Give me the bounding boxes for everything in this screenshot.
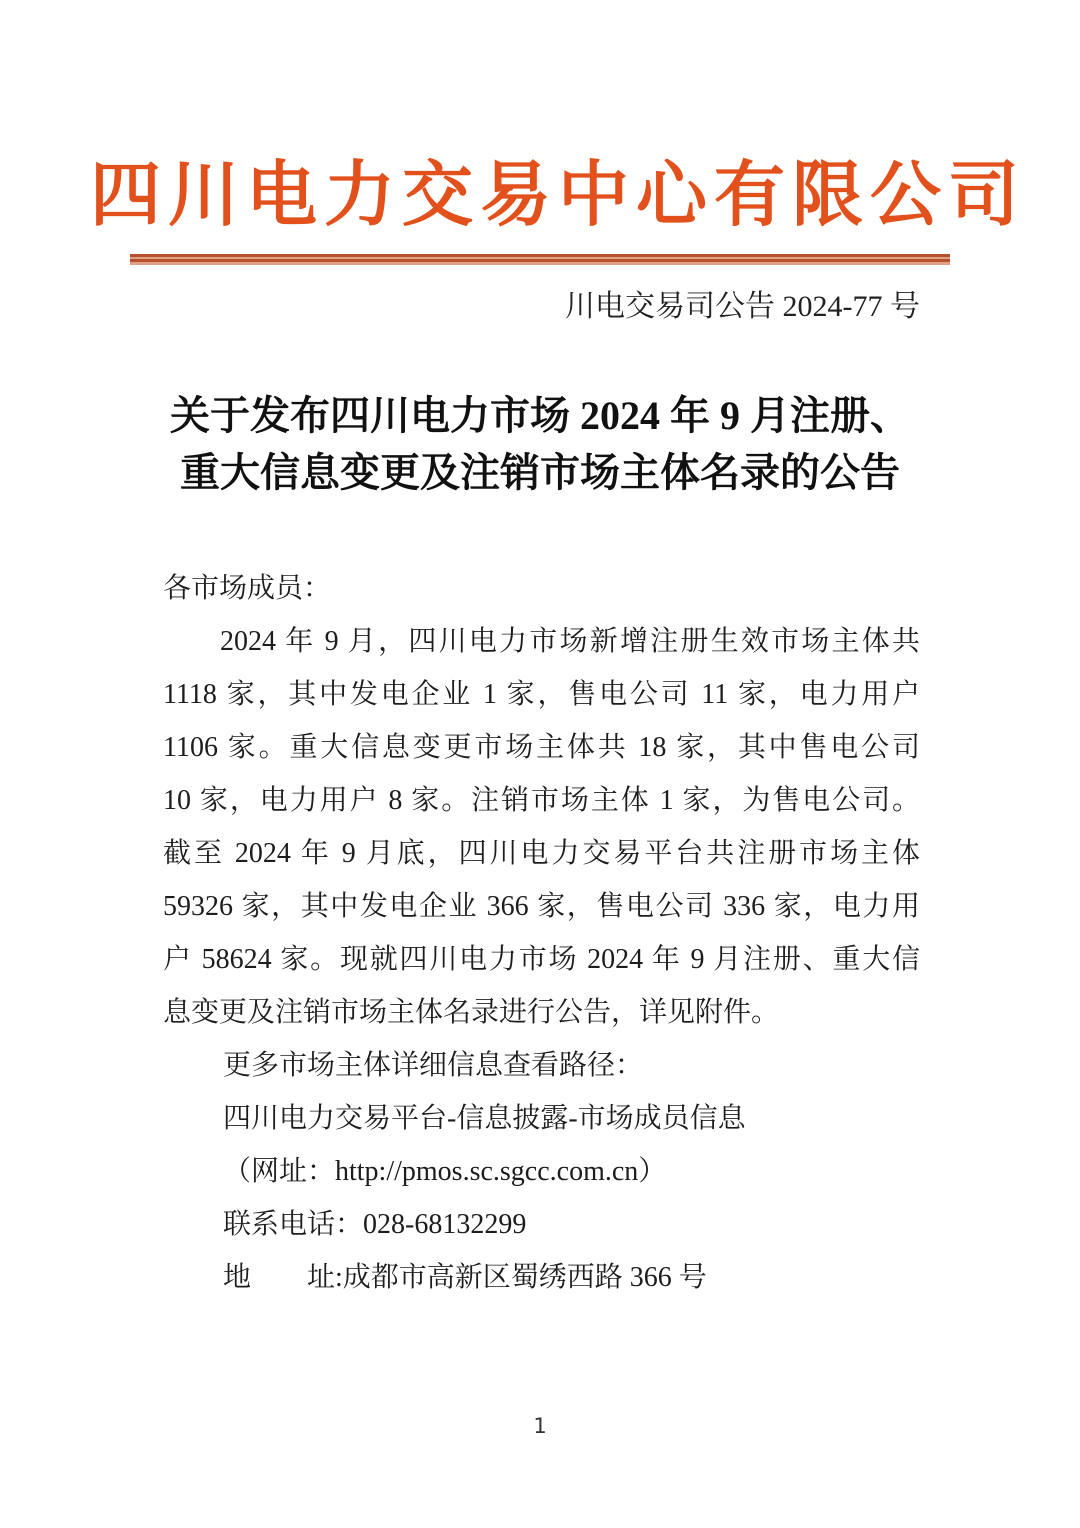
info-path-heading-line: 更多市场主体详细信息查看路径： <box>223 1050 644 1081</box>
document-number: 川电交易司公告 2024-77 号 <box>565 290 920 323</box>
paragraph-line: 59326 家，其中发电企业 366 家，售电公司 336 家，电力用 <box>163 891 920 922</box>
header-divider-line <box>130 254 950 265</box>
org-name-header: 四川电力交易中心有限公司 <box>90 157 1027 235</box>
paragraph-line: 1106 家。重大信息变更市场主体共 18 家，其中售电公司 <box>163 732 920 763</box>
address-line: 地 址:成都市高新区蜀绣西路 366 号 <box>223 1262 707 1293</box>
paragraph-line: 1118 家，其中发电企业 1 家，售电公司 11 家，电力用户 <box>163 679 920 710</box>
phone-line: 联系电话：028-68132299 <box>223 1209 527 1240</box>
announcement-title-line-2: 重大信息变更及注销市场主体名录的公告 <box>180 450 900 495</box>
platform-path-line: 四川电力交易平台-信息披露-市场成员信息 <box>223 1103 746 1134</box>
website-line: （网址：http://pmos.sc.sgcc.com.cn） <box>223 1156 667 1187</box>
paragraph-line: 10 家，电力用户 8 家。注销市场主体 1 家，为售电公司。 <box>163 785 920 816</box>
announcement-title <box>80 387 1000 501</box>
paragraph-line: 截至 2024 年 9 月底，四川电力交易平台共注册市场主体 <box>163 838 920 869</box>
paragraph-line: 息变更及注销市场主体名录进行公告，详见附件。 <box>163 997 780 1028</box>
paragraph-line: 2024 年 9 月，四川电力市场新增注册生效市场主体共 <box>220 626 920 657</box>
salutation-line: 各市场成员： <box>163 573 332 604</box>
page-number: 1 <box>533 1414 547 1438</box>
paragraph-line: 户 58624 家。现就四川电力市场 2024 年 9 月注册、重大信 <box>163 944 920 975</box>
announcement-title-line-1: 关于发布四川电力市场 2024 年 9 月注册、 <box>170 393 910 438</box>
document-body <box>163 562 920 1304</box>
